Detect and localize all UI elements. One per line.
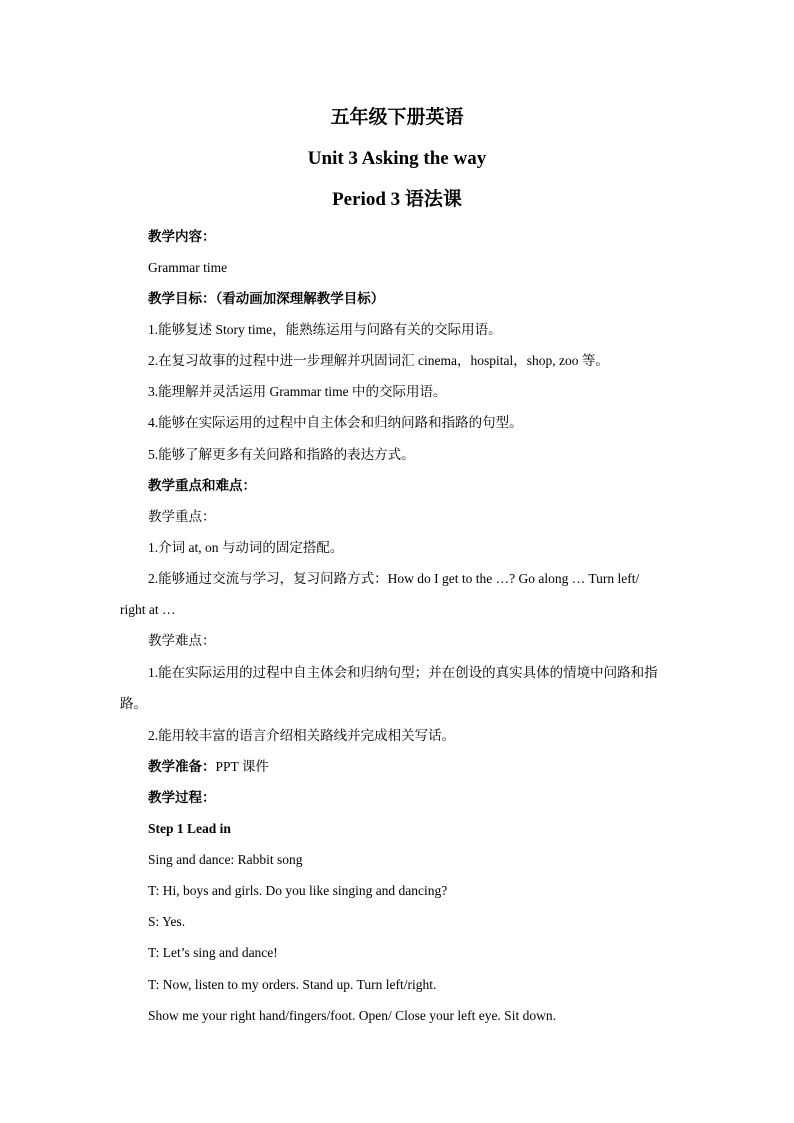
process-line: Show me your right hand/fingers/foot. Open/ Close your left eye. Sit down. [148, 1008, 556, 1023]
content-text: Grammar time [148, 260, 228, 275]
key-points-heading: 教学重点和难点： [148, 478, 256, 493]
process-line: T: Let’s sing and dance! [148, 945, 278, 960]
objective-item: 2.在复习故事的过程中进一步理解并巩固词汇 cinema，hospital，shop, zoo 等。 [148, 353, 609, 368]
unit-title: Unit 3 Asking the way [307, 148, 487, 169]
preparation-text: PPT 课件 [215, 759, 269, 774]
objectives-heading: 教学目标：（看动画加深理解教学目标） [148, 291, 385, 306]
process-heading: 教学过程： [148, 790, 216, 805]
process-line: Sing and dance: Rabbit song [148, 852, 303, 867]
document-title: 五年级下册英语 [330, 107, 464, 128]
process-line: S: Yes. [148, 914, 186, 929]
key-point-item: 1.介词 at, on 与动词的固定搭配。 [148, 540, 344, 555]
key-point-item: 2.能够通过交流与学习，复习问路方式：How do I get to the …? Go along … Turn left/ [148, 571, 640, 586]
period-title: Period 3 语法课 [332, 189, 462, 210]
objective-item: 5.能够了解更多有关问路和指路的表达方式。 [148, 447, 415, 462]
difficult-point-item: 2.能用较丰富的语言介绍相关路线并完成相关写话。 [148, 728, 456, 743]
step-heading: Step 1 Lead in [148, 821, 231, 836]
content-heading: 教学内容： [148, 229, 216, 244]
objective-item: 1.能够复述 Story time，能熟练运用与问路有关的交际用语。 [148, 322, 502, 337]
objective-item: 4.能够在实际运用的过程中自主体会和归纳问路和指路的句型。 [148, 415, 523, 430]
preparation-line [148, 758, 269, 776]
process-line: T: Now, listen to my orders. Stand up. Turn left/right. [148, 977, 437, 992]
difficult-point-item: 1.能在实际运用的过程中自主体会和归纳句型；并在创设的真实具体的情境中问路和指 [148, 665, 658, 680]
process-line: T: Hi, boys and girls. Do you like singing and dancing? [148, 883, 448, 898]
preparation-heading: 教学准备： [148, 759, 216, 774]
difficult-point-item-continued: 路。 [120, 696, 147, 711]
key-point-item-continued: right at … [120, 602, 176, 617]
objective-item: 3.能理解并灵活运用 Grammar time 中的交际用语。 [148, 384, 447, 399]
key-points-label: 教学重点： [148, 509, 216, 524]
difficult-points-label: 教学难点： [148, 633, 216, 648]
